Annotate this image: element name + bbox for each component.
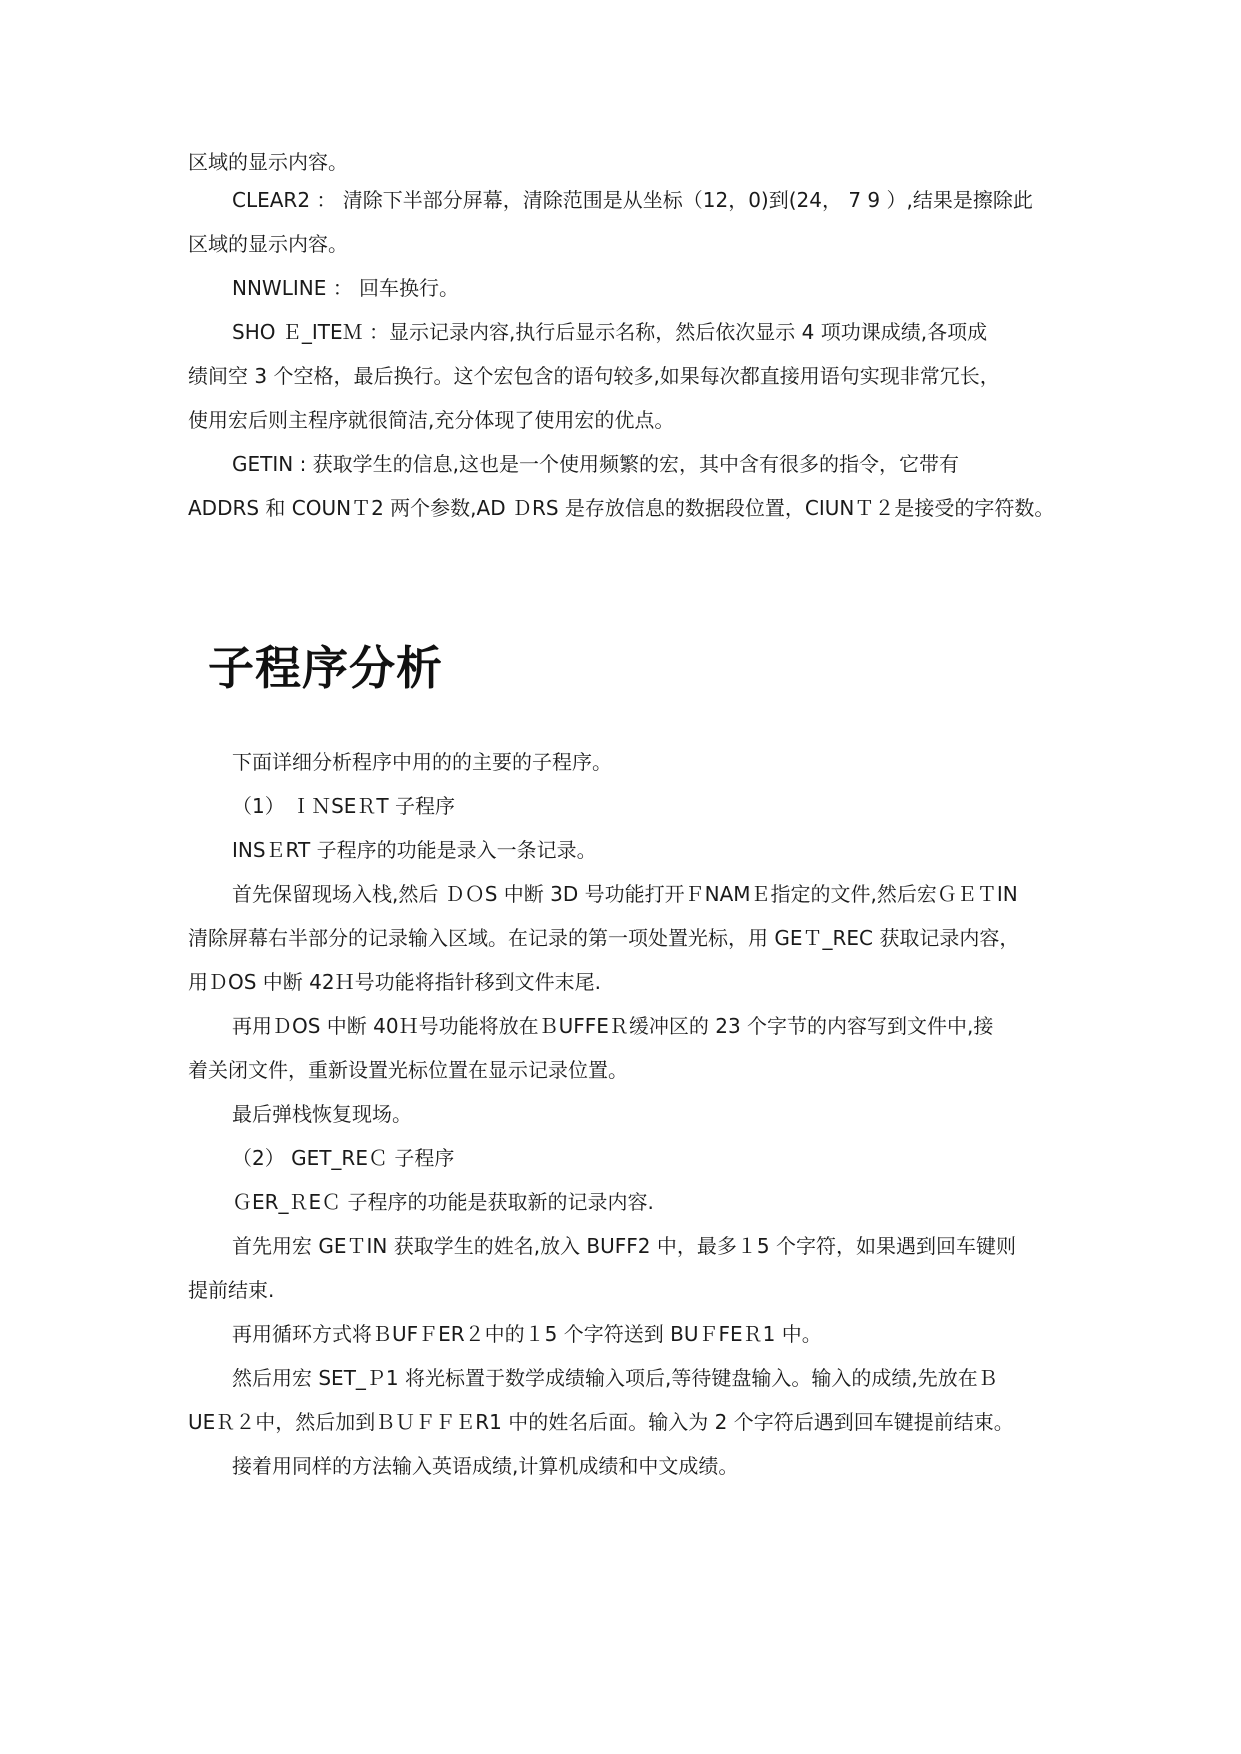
section-line: 最后弹栈恢复现场。 — [232, 1102, 412, 1126]
section-line: INSＥRT 子程序的功能是录入一条记录。 — [232, 838, 597, 862]
section-line: 用ＤOS 中断 42Ｈ号功能将指针移到文件末尾. — [188, 970, 601, 994]
section-line: ＧER_ＲEＣ 子程序的功能是获取新的记录内容. — [232, 1190, 654, 1214]
section-line: （1） ＩＮSEＲT 子程序 — [232, 794, 455, 818]
section-line: 然后用宏 SET_Ｐ1 将光标置于数学成绩输入项后,等待键盘输入。输入的成绩,先放在Ｂ — [232, 1366, 998, 1390]
section-line: （2） GET_REＣ 子程序 — [232, 1146, 455, 1170]
section-line: 接着用同样的方法输入英语成绩,计算机成绩和中文成绩。 — [232, 1454, 739, 1478]
section-line: 清除屏幕右半部分的记录输入区域。在记录的第一项处置光标，用 GEＴ_REC 获取记录内容， — [188, 926, 1020, 950]
section-heading: 子程序分析 — [208, 641, 443, 695]
nnwline-line: NNWLINE ： 回车换行。 — [232, 276, 460, 300]
section-line: 再用ＤOS 中断 40Ｈ号功能将放在ＢUFFEＲ缓冲区的 23 个字节的内容写到文件中,接 — [232, 1014, 994, 1038]
section-line: 提前结束. — [188, 1278, 275, 1302]
show-item-line-1: SHO Ｅ_ITEＭ ：显示记录内容,执行后显示名称，然后依次显示 4 项功课成绩,各项成 — [232, 320, 988, 344]
section-line: 着关闭文件，重新设置光标位置在显示记录位置。 — [188, 1058, 628, 1082]
show-item-line-3: 使用宏后则主程序就很简洁,充分体现了使用宏的优点。 — [188, 408, 675, 432]
section-line: 再用循环方式将ＢUFＦER２中的１5 个字符送到 BUＦFEＲ1 中。 — [232, 1322, 822, 1346]
clear2-line-2: 区域的显示内容。 — [188, 232, 348, 256]
paragraph-line: 区域的显示内容。 — [188, 150, 348, 174]
getin-line-2: ADDRS 和 COUNＴ2 两个参数,AD ＤRS 是存放信息的数据段位置，CIUNＴ２是接受的字符数。 — [188, 496, 1055, 520]
show-item-line-2: 绩间空 3 个空格，最后换行。这个宏包含的语句较多,如果每次都直接用语句实现非常冗长， — [188, 364, 1000, 388]
section-line: 首先用宏 GEＴIN 获取学生的姓名,放入 BUFF2 中，最多１5 个字符，如果遇到回车键则 — [232, 1234, 1016, 1258]
getin-line-1: GETIN : 获取学生的信息,这也是一个使用频繁的宏，其中含有很多的指令，它带有 — [232, 452, 960, 476]
section-line: 首先保留现场入栈,然后 ＤＯS 中断 3D 号功能打开ＦNAMＥ指定的文件,然后宏ＧＥＴIN — [232, 882, 1018, 906]
clear2-line-1: CLEAR2 ： 清除下半部分屏幕，清除范围是从坐标（12，0)到(24， 7 9 ）,结果是擦除此 — [232, 188, 1033, 212]
section-line: UEＲ２中，然后加到ＢＵＦＦＥR1 中的姓名后面。输入为 2 个字符后遇到回车键提前结束。 — [188, 1410, 1014, 1434]
section-line: 下面详细分析程序中用的的主要的子程序。 — [232, 750, 612, 774]
